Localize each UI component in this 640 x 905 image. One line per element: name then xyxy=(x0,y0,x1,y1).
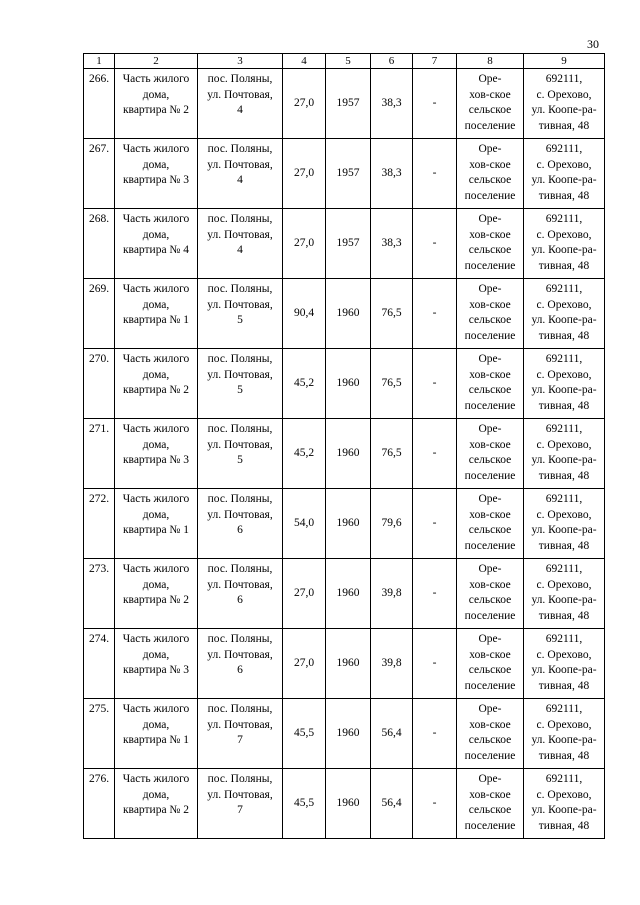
holder-address: 692111, с. Орехово, ул. Коопе-ра- тивная, 48 xyxy=(524,629,605,699)
column-header: 8 xyxy=(457,54,524,69)
table-row xyxy=(84,69,605,139)
column-7-value: - xyxy=(413,629,457,699)
holder-address: 692111, с. Орехово, ул. Коопе-ра- тивная, 48 xyxy=(524,279,605,349)
object-address: пос. Поляны, ул. Почтовая, 4 xyxy=(198,69,283,139)
table-body xyxy=(84,69,605,839)
table-row xyxy=(84,489,605,559)
object-area: 27,0 xyxy=(283,629,326,699)
column-7-value: - xyxy=(413,349,457,419)
year-built: 1960 xyxy=(326,349,371,419)
object-name: Часть жилого дома, квартира № 1 xyxy=(115,489,198,559)
owner: Оре- хов-ское сельское поселение xyxy=(457,139,524,209)
wear-value: 39,8 xyxy=(371,629,413,699)
wear-value: 76,5 xyxy=(371,279,413,349)
wear-value: 39,8 xyxy=(371,559,413,629)
column-7-value: - xyxy=(413,209,457,279)
owner: Оре- хов-ское сельское поселение xyxy=(457,209,524,279)
object-address: пос. Поляны, ул. Почтовая, 7 xyxy=(198,699,283,769)
year-built: 1957 xyxy=(326,69,371,139)
page-number: 30 xyxy=(587,37,599,51)
column-header: 9 xyxy=(524,54,605,69)
object-address: пос. Поляны, ул. Почтовая, 6 xyxy=(198,489,283,559)
owner: Оре- хов-ское сельское поселение xyxy=(457,279,524,349)
year-built: 1960 xyxy=(326,489,371,559)
row-number: 269. xyxy=(84,279,115,349)
object-area: 54,0 xyxy=(283,489,326,559)
year-built: 1960 xyxy=(326,769,371,839)
owner: Оре- хов-ское сельское поселение xyxy=(457,769,524,839)
wear-value: 79,6 xyxy=(371,489,413,559)
owner: Оре- хов-ское сельское поселение xyxy=(457,489,524,559)
holder-address: 692111, с. Орехово, ул. Коопе-ра- тивная, 48 xyxy=(524,349,605,419)
row-number: 275. xyxy=(84,699,115,769)
year-built: 1957 xyxy=(326,139,371,209)
object-area: 45,2 xyxy=(283,419,326,489)
object-area: 45,5 xyxy=(283,769,326,839)
column-7-value: - xyxy=(413,769,457,839)
column-header: 2 xyxy=(115,54,198,69)
wear-value: 56,4 xyxy=(371,769,413,839)
object-area: 90,4 xyxy=(283,279,326,349)
object-address: пос. Поляны, ул. Почтовая, 6 xyxy=(198,559,283,629)
object-area: 27,0 xyxy=(283,139,326,209)
column-header: 6 xyxy=(371,54,413,69)
object-address: пос. Поляны, ул. Почтовая, 5 xyxy=(198,349,283,419)
year-built: 1960 xyxy=(326,279,371,349)
wear-value: 38,3 xyxy=(371,139,413,209)
table-row xyxy=(84,629,605,699)
object-area: 45,5 xyxy=(283,699,326,769)
column-header: 4 xyxy=(283,54,326,69)
table-row xyxy=(84,699,605,769)
wear-value: 38,3 xyxy=(371,69,413,139)
row-number: 274. xyxy=(84,629,115,699)
row-number: 268. xyxy=(84,209,115,279)
table-row xyxy=(84,209,605,279)
property-registry-table xyxy=(83,53,605,839)
table-row xyxy=(84,279,605,349)
row-number: 276. xyxy=(84,769,115,839)
holder-address: 692111, с. Орехово, ул. Коопе-ра- тивная, 48 xyxy=(524,419,605,489)
object-name: Часть жилого дома, квартира № 2 xyxy=(115,349,198,419)
holder-address: 692111, с. Орехово, ул. Коопе-ра- тивная, 48 xyxy=(524,139,605,209)
owner: Оре- хов-ское сельское поселение xyxy=(457,559,524,629)
year-built: 1960 xyxy=(326,699,371,769)
column-header: 5 xyxy=(326,54,371,69)
object-name: Часть жилого дома, квартира № 1 xyxy=(115,279,198,349)
column-7-value: - xyxy=(413,139,457,209)
object-name: Часть жилого дома, квартира № 4 xyxy=(115,209,198,279)
year-built: 1957 xyxy=(326,209,371,279)
holder-address: 692111, с. Орехово, ул. Коопе-ра- тивная, 48 xyxy=(524,769,605,839)
object-name: Часть жилого дома, квартира № 1 xyxy=(115,699,198,769)
holder-address: 692111, с. Орехово, ул. Коопе-ра- тивная, 48 xyxy=(524,69,605,139)
row-number: 273. xyxy=(84,559,115,629)
row-number: 272. xyxy=(84,489,115,559)
wear-value: 76,5 xyxy=(371,349,413,419)
holder-address: 692111, с. Орехово, ул. Коопе-ра- тивная, 48 xyxy=(524,489,605,559)
wear-value: 38,3 xyxy=(371,209,413,279)
owner: Оре- хов-ское сельское поселение xyxy=(457,349,524,419)
object-address: пос. Поляны, ул. Почтовая, 5 xyxy=(198,419,283,489)
object-name: Часть жилого дома, квартира № 2 xyxy=(115,69,198,139)
object-area: 45,2 xyxy=(283,349,326,419)
wear-value: 76,5 xyxy=(371,419,413,489)
row-number: 267. xyxy=(84,139,115,209)
column-7-value: - xyxy=(413,699,457,769)
object-address: пос. Поляны, ул. Почтовая, 4 xyxy=(198,209,283,279)
table-row xyxy=(84,139,605,209)
column-7-value: - xyxy=(413,69,457,139)
year-built: 1960 xyxy=(326,419,371,489)
owner: Оре- хов-ское сельское поселение xyxy=(457,419,524,489)
table-row xyxy=(84,419,605,489)
column-header: 3 xyxy=(198,54,283,69)
column-header: 1 xyxy=(84,54,115,69)
owner: Оре- хов-ское сельское поселение xyxy=(457,629,524,699)
column-7-value: - xyxy=(413,279,457,349)
column-header: 7 xyxy=(413,54,457,69)
holder-address: 692111, с. Орехово, ул. Коопе-ра- тивная, 48 xyxy=(524,209,605,279)
column-number-row xyxy=(84,54,605,69)
wear-value: 56,4 xyxy=(371,699,413,769)
object-address: пос. Поляны, ул. Почтовая, 4 xyxy=(198,139,283,209)
object-address: пос. Поляны, ул. Почтовая, 7 xyxy=(198,769,283,839)
object-address: пос. Поляны, ул. Почтовая, 5 xyxy=(198,279,283,349)
owner: Оре- хов-ское сельское поселение xyxy=(457,69,524,139)
row-number: 266. xyxy=(84,69,115,139)
row-number: 270. xyxy=(84,349,115,419)
object-name: Часть жилого дома, квартира № 2 xyxy=(115,559,198,629)
holder-address: 692111, с. Орехово, ул. Коопе-ра- тивная, 48 xyxy=(524,699,605,769)
table-row xyxy=(84,559,605,629)
column-7-value: - xyxy=(413,419,457,489)
object-area: 27,0 xyxy=(283,69,326,139)
table-row xyxy=(84,349,605,419)
owner: Оре- хов-ское сельское поселение xyxy=(457,699,524,769)
column-7-value: - xyxy=(413,559,457,629)
year-built: 1960 xyxy=(326,629,371,699)
column-7-value: - xyxy=(413,489,457,559)
row-number: 271. xyxy=(84,419,115,489)
object-name: Часть жилого дома, квартира № 3 xyxy=(115,419,198,489)
object-area: 27,0 xyxy=(283,559,326,629)
table-header xyxy=(84,54,605,69)
object-name: Часть жилого дома, квартира № 2 xyxy=(115,769,198,839)
year-built: 1960 xyxy=(326,559,371,629)
object-name: Часть жилого дома, квартира № 3 xyxy=(115,139,198,209)
holder-address: 692111, с. Орехово, ул. Коопе-ра- тивная, 48 xyxy=(524,559,605,629)
object-area: 27,0 xyxy=(283,209,326,279)
table-row xyxy=(84,769,605,839)
object-name: Часть жилого дома, квартира № 3 xyxy=(115,629,198,699)
object-address: пос. Поляны, ул. Почтовая, 6 xyxy=(198,629,283,699)
